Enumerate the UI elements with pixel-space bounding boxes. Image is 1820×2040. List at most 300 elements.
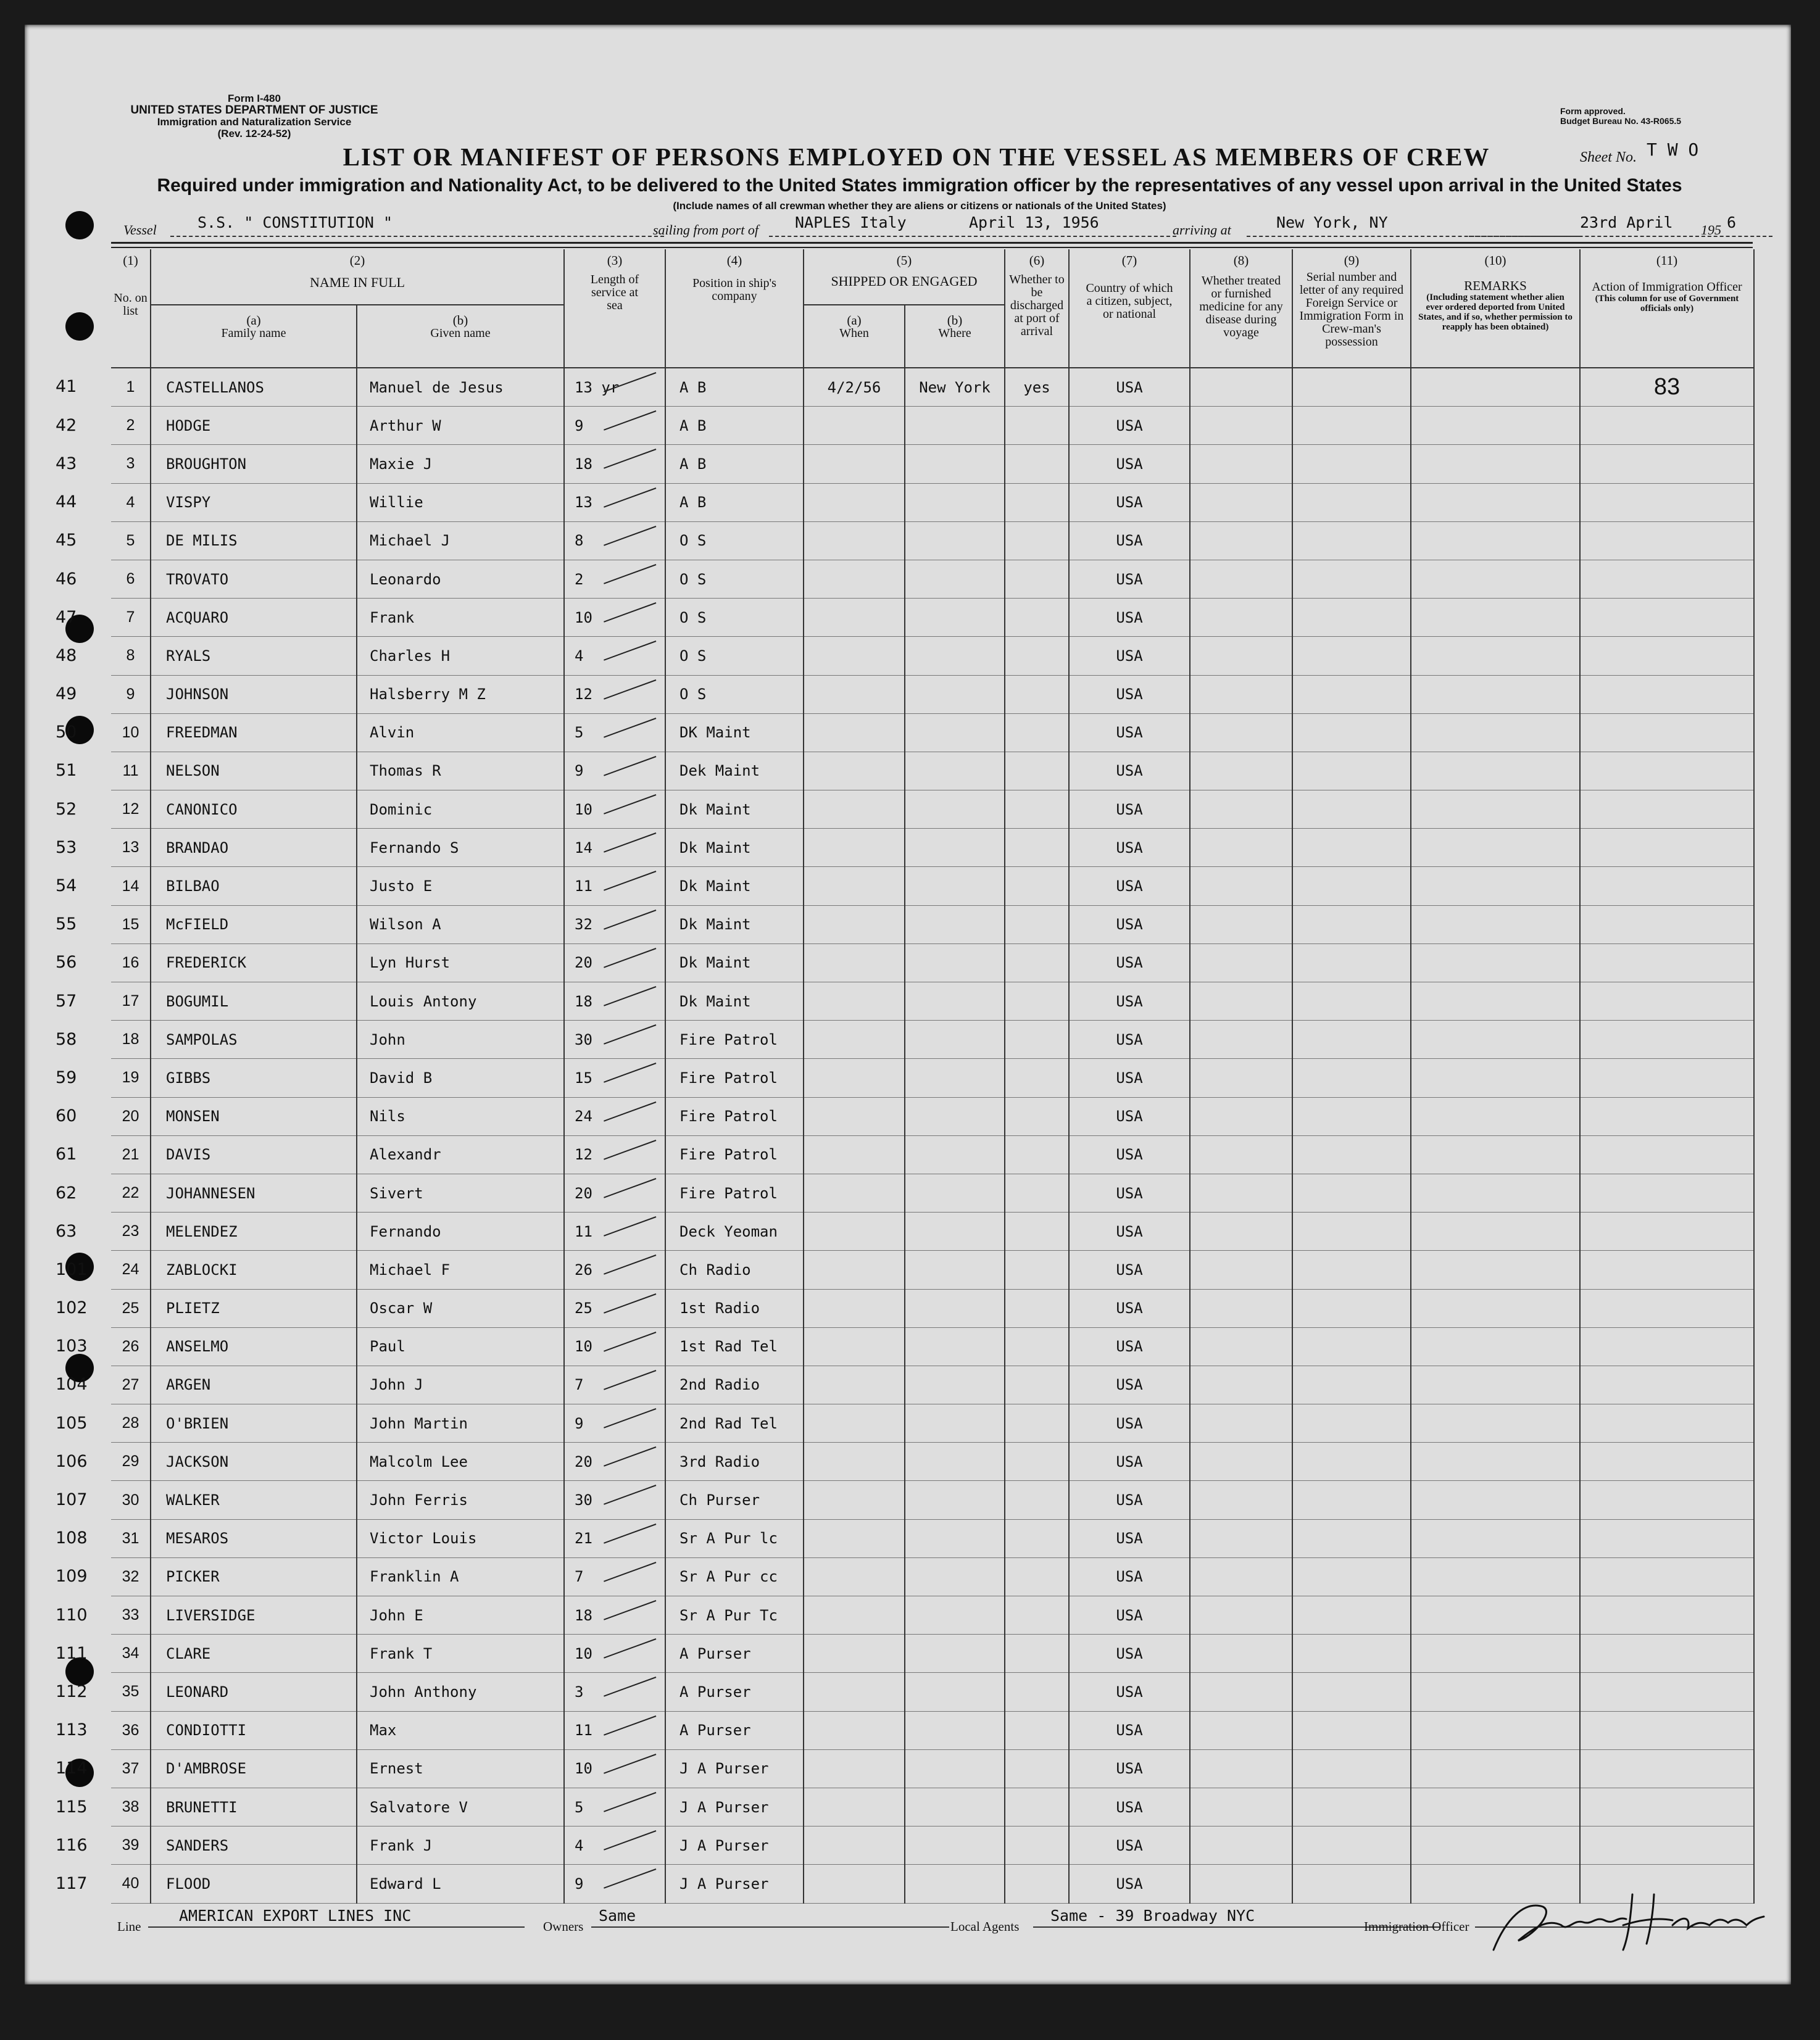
country-of-citizenship: USA — [1069, 1826, 1190, 1865]
position-in-company: O S — [665, 599, 804, 637]
position-in-company: A B — [665, 483, 804, 521]
medicine-treated — [1190, 1711, 1292, 1749]
length-of-service: 10 — [564, 790, 665, 829]
list-number: 3 — [111, 445, 151, 483]
given-name: Franklin A — [357, 1557, 564, 1596]
serial-number — [1292, 1059, 1411, 1097]
medicine-treated — [1190, 675, 1292, 713]
year-suffix: 6 — [1727, 214, 1737, 231]
position-in-company: Ch Radio — [665, 1251, 804, 1289]
list-number: 24 — [111, 1251, 151, 1289]
position-in-company: Dk Maint — [665, 829, 804, 867]
remarks — [1411, 752, 1580, 790]
serial-number — [1292, 1788, 1411, 1826]
shipped-where — [905, 1021, 1005, 1059]
discharged-at-arrival — [1005, 483, 1069, 521]
immigration-action — [1580, 1443, 1754, 1481]
shipped-where — [905, 1404, 1005, 1443]
crew-row — [111, 637, 1754, 675]
immigration-action — [1580, 1788, 1754, 1826]
shipped-when — [804, 1481, 905, 1519]
medicine-treated — [1190, 483, 1292, 521]
serial-number — [1292, 1635, 1411, 1673]
given-name: Michael J — [357, 521, 564, 560]
serial-number — [1292, 483, 1411, 521]
shipped-when — [804, 1289, 905, 1327]
immigration-action: 83 — [1580, 368, 1754, 407]
given-name: John J — [357, 1366, 564, 1404]
serial-number — [1292, 867, 1411, 905]
remarks — [1411, 407, 1580, 445]
given-name: John — [357, 1021, 564, 1059]
crew-row — [111, 790, 1754, 829]
medicine-treated — [1190, 407, 1292, 445]
medicine-treated — [1190, 637, 1292, 675]
shipped-where — [905, 1596, 1005, 1635]
list-number: 12 — [111, 790, 151, 829]
position-in-company: O S — [665, 637, 804, 675]
serial-number — [1292, 1673, 1411, 1711]
shipped-where — [905, 407, 1005, 445]
shipped-where — [905, 1557, 1005, 1596]
discharged-at-arrival — [1005, 1749, 1069, 1788]
country-of-citizenship: USA — [1069, 1135, 1190, 1174]
sheet-number — [1580, 139, 1699, 166]
list-number: 10 — [111, 713, 151, 752]
position-in-company: Sr A Pur Tc — [665, 1596, 804, 1635]
length-of-service: 30 — [564, 1021, 665, 1059]
remarks — [1411, 790, 1580, 829]
arriving-label: arriving at — [1173, 222, 1231, 238]
family-name: O'BRIEN — [151, 1404, 357, 1443]
crew-row — [111, 1557, 1754, 1596]
shipped-where — [905, 521, 1005, 560]
position-in-company: 2nd Rad Tel — [665, 1404, 804, 1443]
given-name: John Martin — [357, 1404, 564, 1443]
department-name: UNITED STATES DEPARTMENT OF JUSTICE — [130, 104, 378, 117]
list-number: 15 — [111, 905, 151, 943]
margin-number: 41 — [56, 377, 77, 397]
vessel-label: Vessel — [123, 222, 157, 238]
immigration-action — [1580, 1596, 1754, 1635]
country-of-citizenship: USA — [1069, 483, 1190, 521]
shipped-where — [905, 483, 1005, 521]
shipped-where — [905, 1749, 1005, 1788]
remarks — [1411, 867, 1580, 905]
year-prefix: 195 — [1701, 222, 1721, 238]
list-number: 17 — [111, 982, 151, 1021]
shipped-where — [905, 560, 1005, 598]
remarks — [1411, 1097, 1580, 1135]
length-of-service: 9 — [564, 407, 665, 445]
immigration-action — [1580, 1289, 1754, 1327]
immigration-action — [1580, 1021, 1754, 1059]
medicine-treated — [1190, 1404, 1292, 1443]
list-number: 35 — [111, 1673, 151, 1711]
list-number: 8 — [111, 637, 151, 675]
shipped-when — [804, 713, 905, 752]
shipped-where — [905, 1327, 1005, 1366]
length-of-service: 9 — [564, 1865, 665, 1903]
owners-value: Same — [599, 1907, 636, 1925]
crew-row — [111, 1519, 1754, 1557]
crew-row — [111, 867, 1754, 905]
country-of-citizenship: USA — [1069, 1021, 1190, 1059]
given-name: Halsberry M Z — [357, 675, 564, 713]
shipped-where — [905, 637, 1005, 675]
header-col-1: (1) No. on list — [111, 249, 151, 368]
crew-row — [111, 1327, 1754, 1366]
length-of-service: 21 — [564, 1519, 665, 1557]
header-col-11: (11) Action of Immigration Officer (This column for use of Government officials only) — [1580, 249, 1754, 368]
form-approval — [1560, 106, 1758, 126]
discharged-at-arrival — [1005, 1174, 1069, 1212]
list-number: 33 — [111, 1596, 151, 1635]
medicine-treated — [1190, 1788, 1292, 1826]
length-of-service: 25 — [564, 1289, 665, 1327]
crew-row — [111, 752, 1754, 790]
serial-number — [1292, 982, 1411, 1021]
position-in-company: Dk Maint — [665, 943, 804, 982]
list-number: 19 — [111, 1059, 151, 1097]
family-name: GIBBS — [151, 1059, 357, 1097]
crew-row — [111, 1673, 1754, 1711]
length-of-service: 8 — [564, 521, 665, 560]
family-name: FREEDMAN — [151, 713, 357, 752]
serial-number — [1292, 1865, 1411, 1903]
immigration-action — [1580, 675, 1754, 713]
shipped-when — [804, 752, 905, 790]
margin-number: 56 — [56, 953, 77, 972]
discharged-at-arrival — [1005, 867, 1069, 905]
length-of-service: 5 — [564, 713, 665, 752]
margin-number: 60 — [56, 1106, 77, 1126]
crew-row — [111, 982, 1754, 1021]
family-name: SANDERS — [151, 1826, 357, 1865]
serial-number — [1292, 1749, 1411, 1788]
immigration-action — [1580, 1174, 1754, 1212]
immigration-action — [1580, 560, 1754, 598]
list-number: 38 — [111, 1788, 151, 1826]
list-number: 11 — [111, 752, 151, 790]
margin-number: 42 — [56, 415, 77, 435]
shipped-when — [804, 1673, 905, 1711]
sheet-value: T W O — [1646, 139, 1699, 160]
discharged-at-arrival — [1005, 1135, 1069, 1174]
given-name: John Anthony — [357, 1673, 564, 1711]
immigration-action — [1580, 483, 1754, 521]
crew-row — [111, 905, 1754, 943]
family-name: LEONARD — [151, 1673, 357, 1711]
crew-row — [111, 1251, 1754, 1289]
serial-number — [1292, 1711, 1411, 1749]
margin-number: 107 — [56, 1490, 88, 1510]
serial-number — [1292, 637, 1411, 675]
position-in-company: 1st Radio — [665, 1289, 804, 1327]
list-number: 31 — [111, 1519, 151, 1557]
serial-number — [1292, 1213, 1411, 1251]
discharged-at-arrival — [1005, 1443, 1069, 1481]
serial-number — [1292, 1289, 1411, 1327]
margin-number: 105 — [56, 1413, 88, 1433]
crew-row — [111, 1711, 1754, 1749]
shipped-where — [905, 1519, 1005, 1557]
position-in-company: O S — [665, 675, 804, 713]
shipped-when — [804, 790, 905, 829]
family-name: BROUGHTON — [151, 445, 357, 483]
family-name: LIVERSIDGE — [151, 1596, 357, 1635]
given-name: David B — [357, 1059, 564, 1097]
margin-number: 114 — [56, 1759, 88, 1778]
medicine-treated — [1190, 713, 1292, 752]
medicine-treated — [1190, 1366, 1292, 1404]
family-name: JOHNSON — [151, 675, 357, 713]
remarks — [1411, 637, 1580, 675]
shipped-when — [804, 599, 905, 637]
country-of-citizenship: USA — [1069, 1404, 1190, 1443]
remarks — [1411, 1021, 1580, 1059]
sheet-label: Sheet No. — [1580, 149, 1637, 165]
crew-row — [111, 521, 1754, 560]
country-of-citizenship: USA — [1069, 1519, 1190, 1557]
margin-number: 112 — [56, 1681, 88, 1701]
shipped-where — [905, 1443, 1005, 1481]
discharged-at-arrival — [1005, 905, 1069, 943]
discharged-at-arrival — [1005, 829, 1069, 867]
position-in-company: 2nd Radio — [665, 1366, 804, 1404]
header-where: (b) Where — [905, 305, 1005, 368]
immigration-action — [1580, 867, 1754, 905]
given-name: Alexandr — [357, 1135, 564, 1174]
country-of-citizenship: USA — [1069, 752, 1190, 790]
immigration-action — [1580, 1673, 1754, 1711]
shipped-where — [905, 445, 1005, 483]
serial-number — [1292, 752, 1411, 790]
length-of-service: 13 yr — [564, 368, 665, 407]
immigration-action — [1580, 943, 1754, 982]
serial-number — [1292, 1251, 1411, 1289]
crew-row — [111, 943, 1754, 982]
length-of-service: 14 — [564, 829, 665, 867]
discharged-at-arrival — [1005, 1289, 1069, 1327]
country-of-citizenship: USA — [1069, 599, 1190, 637]
medicine-treated — [1190, 1865, 1292, 1903]
discharged-at-arrival — [1005, 1097, 1069, 1135]
departure-date: April 13, 1956 — [969, 214, 1099, 231]
given-name: Louis Antony — [357, 982, 564, 1021]
family-name: CANONICO — [151, 790, 357, 829]
shipped-where — [905, 713, 1005, 752]
length-of-service: 11 — [564, 1711, 665, 1749]
immigration-action — [1580, 1826, 1754, 1865]
medicine-treated — [1190, 560, 1292, 598]
given-name: Thomas R — [357, 752, 564, 790]
crew-row — [111, 829, 1754, 867]
shipped-when — [804, 483, 905, 521]
shipped-where — [905, 1865, 1005, 1903]
family-name: NELSON — [151, 752, 357, 790]
list-number: 22 — [111, 1174, 151, 1212]
crew-row — [111, 1826, 1754, 1865]
discharged-at-arrival — [1005, 1788, 1069, 1826]
length-of-service: 20 — [564, 943, 665, 982]
margin-number: 45 — [56, 531, 77, 550]
discharged-at-arrival — [1005, 982, 1069, 1021]
position-in-company: J A Purser — [665, 1788, 804, 1826]
family-name: ZABLOCKI — [151, 1251, 357, 1289]
medicine-treated — [1190, 1327, 1292, 1366]
discharged-at-arrival — [1005, 1059, 1069, 1097]
list-number: 6 — [111, 560, 151, 598]
serial-number — [1292, 905, 1411, 943]
position-in-company: O S — [665, 521, 804, 560]
shipped-when — [804, 982, 905, 1021]
shipped-when — [804, 867, 905, 905]
given-name: John Ferris — [357, 1481, 564, 1519]
length-of-service: 11 — [564, 867, 665, 905]
margin-number: 115 — [56, 1797, 88, 1817]
given-name: Frank — [357, 599, 564, 637]
shipped-where — [905, 599, 1005, 637]
remarks — [1411, 1557, 1580, 1596]
crew-row — [111, 1635, 1754, 1673]
given-name: Ernest — [357, 1749, 564, 1788]
family-name: DE MILIS — [151, 521, 357, 560]
list-number: 16 — [111, 943, 151, 982]
margin-number: 47 — [56, 607, 77, 627]
remarks — [1411, 1635, 1580, 1673]
discharged-at-arrival — [1005, 1865, 1069, 1903]
arrival-port: New York, NY — [1276, 214, 1388, 231]
shipped-when — [804, 1749, 905, 1788]
discharged-at-arrival — [1005, 445, 1069, 483]
serial-number — [1292, 675, 1411, 713]
country-of-citizenship: USA — [1069, 1327, 1190, 1366]
margin-number: 116 — [56, 1835, 88, 1855]
family-name: WALKER — [151, 1481, 357, 1519]
discharged-at-arrival — [1005, 675, 1069, 713]
remarks — [1411, 713, 1580, 752]
punch-hole — [65, 312, 94, 341]
family-name: BOGUMIL — [151, 982, 357, 1021]
shipped-where — [905, 790, 1005, 829]
margin-number: 106 — [56, 1451, 88, 1471]
immigration-action — [1580, 790, 1754, 829]
discharged-at-arrival — [1005, 1213, 1069, 1251]
shipped-when — [804, 1021, 905, 1059]
shipped-where — [905, 1711, 1005, 1749]
shipped-when — [804, 905, 905, 943]
discharged-at-arrival — [1005, 1366, 1069, 1404]
country-of-citizenship: USA — [1069, 943, 1190, 982]
immigration-action — [1580, 1251, 1754, 1289]
crew-row — [111, 599, 1754, 637]
serial-number — [1292, 1519, 1411, 1557]
remarks — [1411, 1519, 1580, 1557]
officer-label: Immigration Officer — [1364, 1919, 1469, 1934]
position-in-company: Dek Maint — [665, 752, 804, 790]
position-in-company: DK Maint — [665, 713, 804, 752]
margin-number: 54 — [56, 876, 77, 896]
length-of-service: 26 — [564, 1251, 665, 1289]
serial-number — [1292, 713, 1411, 752]
family-name: MESAROS — [151, 1519, 357, 1557]
crew-row — [111, 483, 1754, 521]
given-name: Salvatore V — [357, 1788, 564, 1826]
crew-row — [111, 368, 1754, 407]
crew-row — [111, 1213, 1754, 1251]
immigration-action — [1580, 1135, 1754, 1174]
position-in-company: 1st Rad Tel — [665, 1327, 804, 1366]
given-name: Dominic — [357, 790, 564, 829]
header-col-7: (7) Country of which a citizen, subject, or national — [1069, 249, 1190, 368]
length-of-service: 10 — [564, 1327, 665, 1366]
position-in-company: Fire Patrol — [665, 1135, 804, 1174]
discharged-at-arrival: yes — [1005, 368, 1069, 407]
discharged-at-arrival — [1005, 1596, 1069, 1635]
shipped-when — [804, 637, 905, 675]
serial-number — [1292, 1021, 1411, 1059]
length-of-service: 18 — [564, 1596, 665, 1635]
medicine-treated — [1190, 1251, 1292, 1289]
serial-number — [1292, 943, 1411, 982]
immigration-action — [1580, 1519, 1754, 1557]
given-name: Frank T — [357, 1635, 564, 1673]
shipped-where — [905, 1826, 1005, 1865]
list-number: 34 — [111, 1635, 151, 1673]
length-of-service: 7 — [564, 1557, 665, 1596]
country-of-citizenship: USA — [1069, 1443, 1190, 1481]
margin-number: 52 — [56, 799, 77, 819]
position-in-company: A B — [665, 407, 804, 445]
officer-signature — [1469, 1882, 1765, 1956]
remarks — [1411, 905, 1580, 943]
discharged-at-arrival — [1005, 1519, 1069, 1557]
remarks — [1411, 1749, 1580, 1788]
country-of-citizenship: USA — [1069, 1251, 1190, 1289]
length-of-service: 18 — [564, 982, 665, 1021]
shipped-when — [804, 1711, 905, 1749]
medicine-treated — [1190, 1174, 1292, 1212]
crew-row — [111, 1788, 1754, 1826]
serial-number — [1292, 790, 1411, 829]
length-of-service: 10 — [564, 1749, 665, 1788]
immigration-action — [1580, 1557, 1754, 1596]
position-in-company: Dk Maint — [665, 790, 804, 829]
position-in-company: J A Purser — [665, 1749, 804, 1788]
family-name: BRUNETTI — [151, 1788, 357, 1826]
country-of-citizenship: USA — [1069, 1788, 1190, 1826]
country-of-citizenship: USA — [1069, 905, 1190, 943]
shipped-when — [804, 1826, 905, 1865]
given-name: Sivert — [357, 1174, 564, 1212]
remarks — [1411, 982, 1580, 1021]
country-of-citizenship: USA — [1069, 1635, 1190, 1673]
shipped-where — [905, 1059, 1005, 1097]
country-of-citizenship: USA — [1069, 521, 1190, 560]
length-of-service: 3 — [564, 1673, 665, 1711]
list-number: 36 — [111, 1711, 151, 1749]
medicine-treated — [1190, 445, 1292, 483]
country-of-citizenship: USA — [1069, 982, 1190, 1021]
immigration-action — [1580, 1635, 1754, 1673]
shipped-when — [804, 560, 905, 598]
remarks — [1411, 675, 1580, 713]
country-of-citizenship: USA — [1069, 713, 1190, 752]
local-agents: Same - 39 Broadway NYC — [1050, 1907, 1255, 1925]
discharged-at-arrival — [1005, 1327, 1069, 1366]
discharged-at-arrival — [1005, 407, 1069, 445]
